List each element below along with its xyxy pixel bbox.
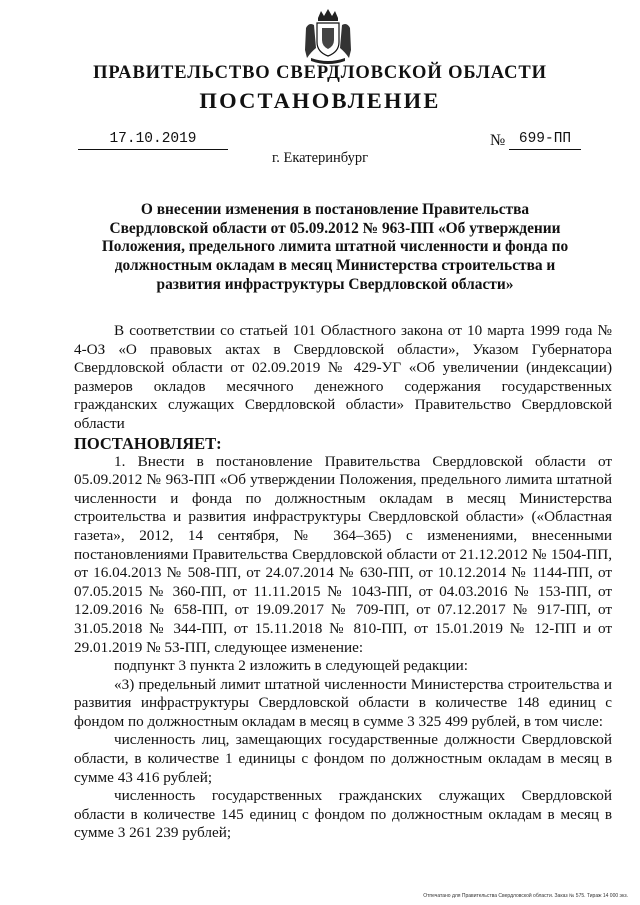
document-number: 699-ПП [509, 131, 581, 150]
body-paragraph: численность государственных гражданских служащих Свердловской области в количестве 145 единиц с фондом по должностным окладам в месяц в сумме 3 261 239 рублей; [74, 787, 612, 842]
document-body [74, 322, 612, 843]
document-type: ПОСТАНОВЛЕНИЕ [199, 88, 441, 113]
document-title: О внесении изменения в постановление Правительства Свердловской области от 05.09.2012 № 963-ПП «Об утверждении Положения, предельного лимита штатной численности и фонда по должностным окладам в месяц Министерства строительства и развития инфраструктуры Свердловской области» [101, 201, 569, 293]
document-date: 17.10.2019 [78, 131, 228, 150]
body-paragraph: подпункт 3 пункта 2 изложить в следующей редакции: [114, 657, 468, 675]
coat-of-arms-icon [303, 8, 353, 66]
decree-word: ПОСТАНОВЛЯЕТ: [74, 433, 222, 453]
body-paragraph: «3) предельный лимит штатной численности Министерства строительства и развития инфраструктуры Свердловской области в количестве 148 единиц с фондом по должностным окладам в месяц в сумме 3 325 499 рублей, в том числе: [74, 675, 612, 730]
body-paragraph: 1. Внести в постановление Правительства Свердловской области от 05.09.2012 № 963-ПП «Об утверждении Положения, предельного лимита штатной численности и фонда по должностным окладам в месяц Министерства строительства и развития инфраструктуры Свердловской области» («Областная газета», 2012, 14 сентября, № 364–365) с изменениями, внесенными постановлениями Правительства Свердловской области от 21.12.2012 № 1504-ПП, от 16.04.2013 № 508-ПП, от 24.07.2014 № 630-ПП, от 10.12.2014 № 1144-ПП, от 07.05.2015 № 360-ПП, от 11.11.2015 № 1043-ПП, от 04.03.2016 № 153-ПП, от 12.09.2016 № 658-ПП, от 19.09.2017 № 709-ПП, от 07.12.2017 № 917-ПП, от 31.05.2018 № 344-ПП, от 15.11.2018 № 810-ПП, от 15.01.2019 № 12-ПП и от 29.01.2019 № 53-ПП, следующее изменение: [74, 452, 612, 656]
body-paragraph: численность лиц, замещающих государственные должности Свердловской области, в количестве 1 единицы с фондом по должностным окладам в месяц в сумме 43 416 рублей; [74, 731, 612, 786]
organization-name: ПРАВИТЕЛЬСТВО СВЕРДЛОВСКОЙ ОБЛАСТИ [93, 63, 547, 83]
document-city: г. Екатеринбург [271, 150, 369, 166]
preamble-paragraph: В соответствии со статьей 101 Областного закона от 10 марта 1999 года № 4-ОЗ «О правовых актах в Свердловской области», Указом Губернатора Свердловской области от 02.09.2019 № 429-УГ «Об увеличении (индексации) размеров окладов месячного денежного содержания государственных гражданских служащих Свердловской области» Правительство Свердловской области [74, 322, 612, 432]
number-sign: № [490, 132, 506, 149]
print-footer: Отпечатано для Правительства Свердловской области. Заказ № 575. Тираж 14 000 экз. [423, 893, 628, 899]
